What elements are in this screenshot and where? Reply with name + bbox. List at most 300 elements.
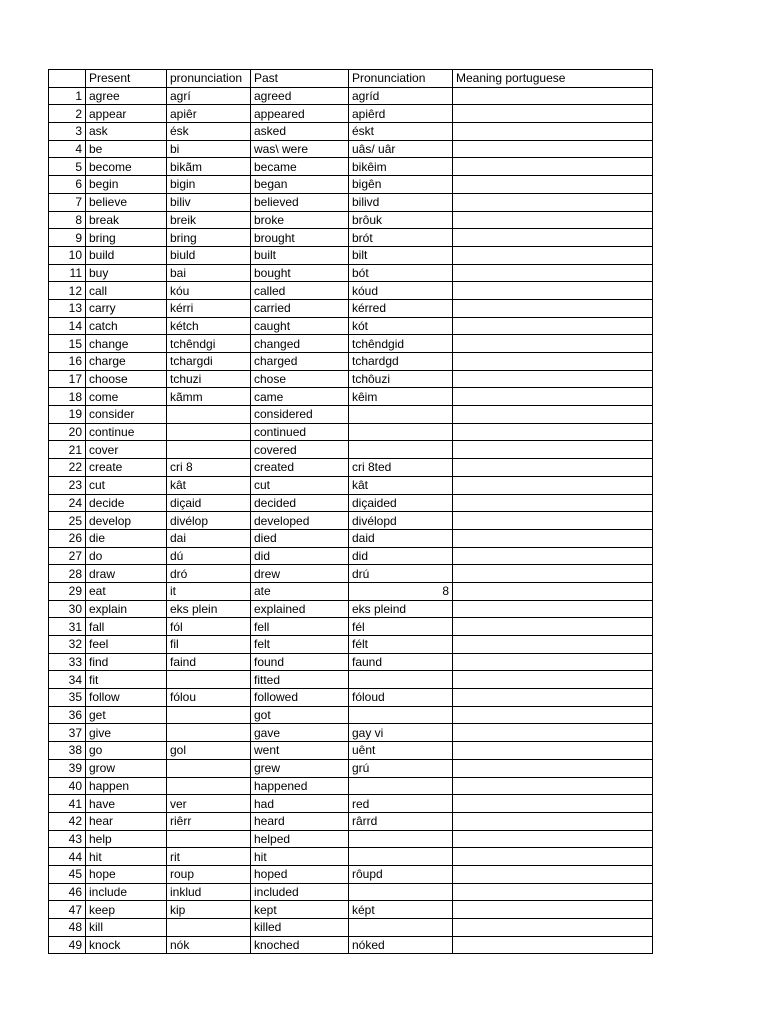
past-pronunciation-cell: rôupd bbox=[349, 865, 453, 883]
past-pronunciation-cell bbox=[349, 706, 453, 724]
past-cell: built bbox=[251, 246, 349, 264]
past-pronunciation-cell bbox=[349, 848, 453, 866]
header-present: Present bbox=[86, 70, 167, 88]
past-cell: continued bbox=[251, 423, 349, 441]
table-row bbox=[49, 423, 653, 441]
meaning-cell bbox=[453, 618, 653, 636]
meaning-cell bbox=[453, 883, 653, 901]
pronunciation-cell: diçaid bbox=[167, 494, 251, 512]
table-row bbox=[49, 140, 653, 158]
present-cell: find bbox=[86, 653, 167, 671]
meaning-cell bbox=[453, 317, 653, 335]
past-cell: decided bbox=[251, 494, 349, 512]
pronunciation-cell: it bbox=[167, 582, 251, 600]
row-number: 44 bbox=[49, 848, 86, 866]
past-pronunciation-cell: apiêrd bbox=[349, 105, 453, 123]
row-number: 2 bbox=[49, 105, 86, 123]
past-cell: caught bbox=[251, 317, 349, 335]
table-row bbox=[49, 476, 653, 494]
row-number: 40 bbox=[49, 777, 86, 795]
present-cell: call bbox=[86, 282, 167, 300]
meaning-cell bbox=[453, 140, 653, 158]
pronunciation-cell: kóu bbox=[167, 282, 251, 300]
past-pronunciation-cell: grú bbox=[349, 759, 453, 777]
past-cell: kept bbox=[251, 901, 349, 919]
pronunciation-cell: dró bbox=[167, 565, 251, 583]
past-pronunciation-cell: uâs/ uâr bbox=[349, 140, 453, 158]
pronunciation-cell bbox=[167, 671, 251, 689]
past-pronunciation-cell: tchêndgid bbox=[349, 335, 453, 353]
row-number: 7 bbox=[49, 193, 86, 211]
meaning-cell bbox=[453, 476, 653, 494]
meaning-cell bbox=[453, 123, 653, 141]
meaning-cell bbox=[453, 636, 653, 654]
table-row bbox=[49, 494, 653, 512]
pronunciation-cell: rit bbox=[167, 848, 251, 866]
meaning-cell bbox=[453, 600, 653, 618]
present-cell: feel bbox=[86, 636, 167, 654]
past-cell: knoched bbox=[251, 936, 349, 954]
row-number: 39 bbox=[49, 759, 86, 777]
present-cell: agree bbox=[86, 87, 167, 105]
row-number: 19 bbox=[49, 406, 86, 424]
past-pronunciation-cell: eks pleind bbox=[349, 600, 453, 618]
pronunciation-cell: kétch bbox=[167, 317, 251, 335]
header-pronunciation: pronunciation bbox=[167, 70, 251, 88]
meaning-cell bbox=[453, 706, 653, 724]
row-number: 21 bbox=[49, 441, 86, 459]
pronunciation-cell: kãmm bbox=[167, 388, 251, 406]
past-cell: included bbox=[251, 883, 349, 901]
meaning-cell bbox=[453, 193, 653, 211]
table-row bbox=[49, 512, 653, 530]
table-row bbox=[49, 565, 653, 583]
pronunciation-cell: bai bbox=[167, 264, 251, 282]
row-number: 26 bbox=[49, 529, 86, 547]
present-cell: happen bbox=[86, 777, 167, 795]
past-cell: drew bbox=[251, 565, 349, 583]
past-pronunciation-cell: drú bbox=[349, 565, 453, 583]
row-number: 20 bbox=[49, 423, 86, 441]
verb-table bbox=[48, 69, 653, 954]
table-row bbox=[49, 671, 653, 689]
present-cell: fit bbox=[86, 671, 167, 689]
pronunciation-cell: biliv bbox=[167, 193, 251, 211]
past-cell: agreed bbox=[251, 87, 349, 105]
present-cell: decide bbox=[86, 494, 167, 512]
past-pronunciation-cell: nóked bbox=[349, 936, 453, 954]
past-pronunciation-cell: cri 8ted bbox=[349, 459, 453, 477]
header-row bbox=[49, 70, 653, 88]
table-row bbox=[49, 282, 653, 300]
meaning-cell bbox=[453, 671, 653, 689]
past-pronunciation-cell: kât bbox=[349, 476, 453, 494]
row-number: 38 bbox=[49, 742, 86, 760]
table-row bbox=[49, 759, 653, 777]
meaning-cell bbox=[453, 742, 653, 760]
present-cell: continue bbox=[86, 423, 167, 441]
past-pronunciation-cell: tchardgd bbox=[349, 353, 453, 371]
row-number: 49 bbox=[49, 936, 86, 954]
table-row bbox=[49, 353, 653, 371]
present-cell: become bbox=[86, 158, 167, 176]
past-cell: did bbox=[251, 547, 349, 565]
present-cell: carry bbox=[86, 299, 167, 317]
row-number: 27 bbox=[49, 547, 86, 565]
row-number: 6 bbox=[49, 176, 86, 194]
row-number: 33 bbox=[49, 653, 86, 671]
present-cell: give bbox=[86, 724, 167, 742]
table-row bbox=[49, 335, 653, 353]
meaning-cell bbox=[453, 459, 653, 477]
present-cell: fall bbox=[86, 618, 167, 636]
row-number: 13 bbox=[49, 299, 86, 317]
past-cell: carried bbox=[251, 299, 349, 317]
present-cell: be bbox=[86, 140, 167, 158]
header-number bbox=[49, 70, 86, 88]
meaning-cell bbox=[453, 512, 653, 530]
past-cell: happened bbox=[251, 777, 349, 795]
pronunciation-cell: roup bbox=[167, 865, 251, 883]
table-row bbox=[49, 777, 653, 795]
table-row bbox=[49, 883, 653, 901]
past-pronunciation-cell: did bbox=[349, 547, 453, 565]
meaning-cell bbox=[453, 901, 653, 919]
table-row bbox=[49, 211, 653, 229]
past-cell: had bbox=[251, 795, 349, 813]
present-cell: go bbox=[86, 742, 167, 760]
past-pronunciation-cell: tchôuzi bbox=[349, 370, 453, 388]
meaning-cell bbox=[453, 582, 653, 600]
past-pronunciation-cell: bót bbox=[349, 264, 453, 282]
present-cell: come bbox=[86, 388, 167, 406]
present-cell: have bbox=[86, 795, 167, 813]
row-number: 10 bbox=[49, 246, 86, 264]
table-row bbox=[49, 299, 653, 317]
past-pronunciation-cell: brôuk bbox=[349, 211, 453, 229]
present-cell: buy bbox=[86, 264, 167, 282]
past-pronunciation-cell: bilt bbox=[349, 246, 453, 264]
table-row bbox=[49, 441, 653, 459]
table-row bbox=[49, 459, 653, 477]
pronunciation-cell: agrí bbox=[167, 87, 251, 105]
past-pronunciation-cell bbox=[349, 406, 453, 424]
present-cell: include bbox=[86, 883, 167, 901]
row-number: 43 bbox=[49, 830, 86, 848]
pronunciation-cell bbox=[167, 706, 251, 724]
past-cell: grew bbox=[251, 759, 349, 777]
past-cell: cut bbox=[251, 476, 349, 494]
meaning-cell bbox=[453, 777, 653, 795]
past-pronunciation-cell bbox=[349, 883, 453, 901]
row-number: 46 bbox=[49, 883, 86, 901]
past-cell: considered bbox=[251, 406, 349, 424]
present-cell: cut bbox=[86, 476, 167, 494]
past-pronunciation-cell: éskt bbox=[349, 123, 453, 141]
table-row bbox=[49, 87, 653, 105]
pronunciation-cell bbox=[167, 441, 251, 459]
row-number: 47 bbox=[49, 901, 86, 919]
pronunciation-cell: breik bbox=[167, 211, 251, 229]
pronunciation-cell bbox=[167, 919, 251, 937]
table-row bbox=[49, 653, 653, 671]
past-cell: went bbox=[251, 742, 349, 760]
present-cell: appear bbox=[86, 105, 167, 123]
row-number: 5 bbox=[49, 158, 86, 176]
present-cell: do bbox=[86, 547, 167, 565]
meaning-cell bbox=[453, 848, 653, 866]
pronunciation-cell: tchêndgi bbox=[167, 335, 251, 353]
row-number: 48 bbox=[49, 919, 86, 937]
table-row bbox=[49, 724, 653, 742]
row-number: 28 bbox=[49, 565, 86, 583]
present-cell: ask bbox=[86, 123, 167, 141]
pronunciation-cell: kip bbox=[167, 901, 251, 919]
present-cell: believe bbox=[86, 193, 167, 211]
table-row bbox=[49, 370, 653, 388]
present-cell: build bbox=[86, 246, 167, 264]
row-number: 30 bbox=[49, 600, 86, 618]
table-row bbox=[49, 830, 653, 848]
present-cell: hope bbox=[86, 865, 167, 883]
row-number: 42 bbox=[49, 812, 86, 830]
table-row bbox=[49, 158, 653, 176]
meaning-cell bbox=[453, 406, 653, 424]
table-row bbox=[49, 706, 653, 724]
past-pronunciation-cell: bilivd bbox=[349, 193, 453, 211]
past-cell: was\ were bbox=[251, 140, 349, 158]
row-number: 32 bbox=[49, 636, 86, 654]
row-number: 41 bbox=[49, 795, 86, 813]
meaning-cell bbox=[453, 264, 653, 282]
meaning-cell bbox=[453, 653, 653, 671]
pronunciation-cell: bikãm bbox=[167, 158, 251, 176]
row-number: 9 bbox=[49, 229, 86, 247]
past-cell: changed bbox=[251, 335, 349, 353]
past-cell: bought bbox=[251, 264, 349, 282]
past-cell: appeared bbox=[251, 105, 349, 123]
pronunciation-cell: bigin bbox=[167, 176, 251, 194]
past-pronunciation-cell bbox=[349, 919, 453, 937]
meaning-cell bbox=[453, 812, 653, 830]
row-number: 31 bbox=[49, 618, 86, 636]
past-pronunciation-cell: faund bbox=[349, 653, 453, 671]
past-pronunciation-cell: brót bbox=[349, 229, 453, 247]
row-number: 25 bbox=[49, 512, 86, 530]
past-pronunciation-cell: fóloud bbox=[349, 689, 453, 707]
pronunciation-cell: kât bbox=[167, 476, 251, 494]
pronunciation-cell: tchargdi bbox=[167, 353, 251, 371]
past-pronunciation-cell: red bbox=[349, 795, 453, 813]
pronunciation-cell: divélop bbox=[167, 512, 251, 530]
pronunciation-cell bbox=[167, 406, 251, 424]
row-number: 24 bbox=[49, 494, 86, 512]
present-cell: kill bbox=[86, 919, 167, 937]
past-cell: covered bbox=[251, 441, 349, 459]
meaning-cell bbox=[453, 423, 653, 441]
meaning-cell bbox=[453, 919, 653, 937]
table-row bbox=[49, 246, 653, 264]
table-row bbox=[49, 812, 653, 830]
meaning-cell bbox=[453, 282, 653, 300]
table-row bbox=[49, 742, 653, 760]
table-row bbox=[49, 176, 653, 194]
meaning-cell bbox=[453, 830, 653, 848]
meaning-cell bbox=[453, 759, 653, 777]
present-cell: die bbox=[86, 529, 167, 547]
past-cell: fell bbox=[251, 618, 349, 636]
past-cell: felt bbox=[251, 636, 349, 654]
pronunciation-cell: ésk bbox=[167, 123, 251, 141]
pronunciation-cell bbox=[167, 423, 251, 441]
pronunciation-cell: fólou bbox=[167, 689, 251, 707]
meaning-cell bbox=[453, 353, 653, 371]
present-cell: consider bbox=[86, 406, 167, 424]
meaning-cell bbox=[453, 335, 653, 353]
row-number: 36 bbox=[49, 706, 86, 724]
pronunciation-cell: fil bbox=[167, 636, 251, 654]
meaning-cell bbox=[453, 246, 653, 264]
row-number: 23 bbox=[49, 476, 86, 494]
past-cell: helped bbox=[251, 830, 349, 848]
meaning-cell bbox=[453, 529, 653, 547]
pronunciation-cell: biuld bbox=[167, 246, 251, 264]
meaning-cell bbox=[453, 565, 653, 583]
past-cell: killed bbox=[251, 919, 349, 937]
row-number: 4 bbox=[49, 140, 86, 158]
present-cell: eat bbox=[86, 582, 167, 600]
past-pronunciation-cell: 8 bbox=[349, 582, 453, 600]
header-meaning-portuguese: Meaning portuguese bbox=[453, 70, 653, 88]
past-pronunciation-cell: diçaided bbox=[349, 494, 453, 512]
table-row bbox=[49, 229, 653, 247]
present-cell: grow bbox=[86, 759, 167, 777]
table-row bbox=[49, 317, 653, 335]
past-cell: developed bbox=[251, 512, 349, 530]
present-cell: charge bbox=[86, 353, 167, 371]
pronunciation-cell: kérri bbox=[167, 299, 251, 317]
table-row bbox=[49, 406, 653, 424]
table-row bbox=[49, 919, 653, 937]
present-cell: begin bbox=[86, 176, 167, 194]
table-row bbox=[49, 529, 653, 547]
pronunciation-cell bbox=[167, 724, 251, 742]
present-cell: create bbox=[86, 459, 167, 477]
meaning-cell bbox=[453, 547, 653, 565]
pronunciation-cell: tchuzi bbox=[167, 370, 251, 388]
past-pronunciation-cell: kérred bbox=[349, 299, 453, 317]
past-pronunciation-cell: divélopd bbox=[349, 512, 453, 530]
past-pronunciation-cell: kóud bbox=[349, 282, 453, 300]
row-number: 34 bbox=[49, 671, 86, 689]
header-past-pronunciation: Pronunciation bbox=[349, 70, 453, 88]
present-cell: keep bbox=[86, 901, 167, 919]
table-row bbox=[49, 636, 653, 654]
table-row bbox=[49, 264, 653, 282]
meaning-cell bbox=[453, 176, 653, 194]
pronunciation-cell: gol bbox=[167, 742, 251, 760]
meaning-cell bbox=[453, 229, 653, 247]
table-row bbox=[49, 193, 653, 211]
past-pronunciation-cell: félt bbox=[349, 636, 453, 654]
past-pronunciation-cell bbox=[349, 441, 453, 459]
present-cell: hit bbox=[86, 848, 167, 866]
table-row bbox=[49, 901, 653, 919]
row-number: 37 bbox=[49, 724, 86, 742]
row-number: 35 bbox=[49, 689, 86, 707]
pronunciation-cell bbox=[167, 777, 251, 795]
past-cell: hit bbox=[251, 848, 349, 866]
present-cell: develop bbox=[86, 512, 167, 530]
past-cell: hoped bbox=[251, 865, 349, 883]
past-pronunciation-cell bbox=[349, 671, 453, 689]
present-cell: get bbox=[86, 706, 167, 724]
past-pronunciation-cell: gay vi bbox=[349, 724, 453, 742]
past-cell: charged bbox=[251, 353, 349, 371]
past-pronunciation-cell: uênt bbox=[349, 742, 453, 760]
meaning-cell bbox=[453, 158, 653, 176]
past-cell: fitted bbox=[251, 671, 349, 689]
past-cell: called bbox=[251, 282, 349, 300]
meaning-cell bbox=[453, 936, 653, 954]
table-row bbox=[49, 618, 653, 636]
meaning-cell bbox=[453, 370, 653, 388]
table-row bbox=[49, 582, 653, 600]
pronunciation-cell: inklud bbox=[167, 883, 251, 901]
past-cell: explained bbox=[251, 600, 349, 618]
past-pronunciation-cell: kót bbox=[349, 317, 453, 335]
table-row bbox=[49, 848, 653, 866]
table-row bbox=[49, 547, 653, 565]
table-row bbox=[49, 795, 653, 813]
row-number: 11 bbox=[49, 264, 86, 282]
table-row bbox=[49, 123, 653, 141]
row-number: 29 bbox=[49, 582, 86, 600]
past-pronunciation-cell bbox=[349, 423, 453, 441]
meaning-cell bbox=[453, 105, 653, 123]
past-pronunciation-cell: bigên bbox=[349, 176, 453, 194]
pronunciation-cell: fól bbox=[167, 618, 251, 636]
past-cell: brought bbox=[251, 229, 349, 247]
row-number: 45 bbox=[49, 865, 86, 883]
row-number: 3 bbox=[49, 123, 86, 141]
row-number: 14 bbox=[49, 317, 86, 335]
past-cell: found bbox=[251, 653, 349, 671]
table-body bbox=[49, 87, 653, 954]
present-cell: hear bbox=[86, 812, 167, 830]
pronunciation-cell: ver bbox=[167, 795, 251, 813]
present-cell: catch bbox=[86, 317, 167, 335]
pronunciation-cell bbox=[167, 759, 251, 777]
table-row bbox=[49, 689, 653, 707]
past-cell: created bbox=[251, 459, 349, 477]
pronunciation-cell: apiêr bbox=[167, 105, 251, 123]
pronunciation-cell: dai bbox=[167, 529, 251, 547]
past-cell: chose bbox=[251, 370, 349, 388]
row-number: 22 bbox=[49, 459, 86, 477]
past-pronunciation-cell: rârrd bbox=[349, 812, 453, 830]
past-pronunciation-cell: kêim bbox=[349, 388, 453, 406]
pronunciation-cell: dú bbox=[167, 547, 251, 565]
meaning-cell bbox=[453, 724, 653, 742]
past-cell: asked bbox=[251, 123, 349, 141]
meaning-cell bbox=[453, 689, 653, 707]
present-cell: break bbox=[86, 211, 167, 229]
row-number: 1 bbox=[49, 87, 86, 105]
row-number: 12 bbox=[49, 282, 86, 300]
present-cell: help bbox=[86, 830, 167, 848]
present-cell: draw bbox=[86, 565, 167, 583]
